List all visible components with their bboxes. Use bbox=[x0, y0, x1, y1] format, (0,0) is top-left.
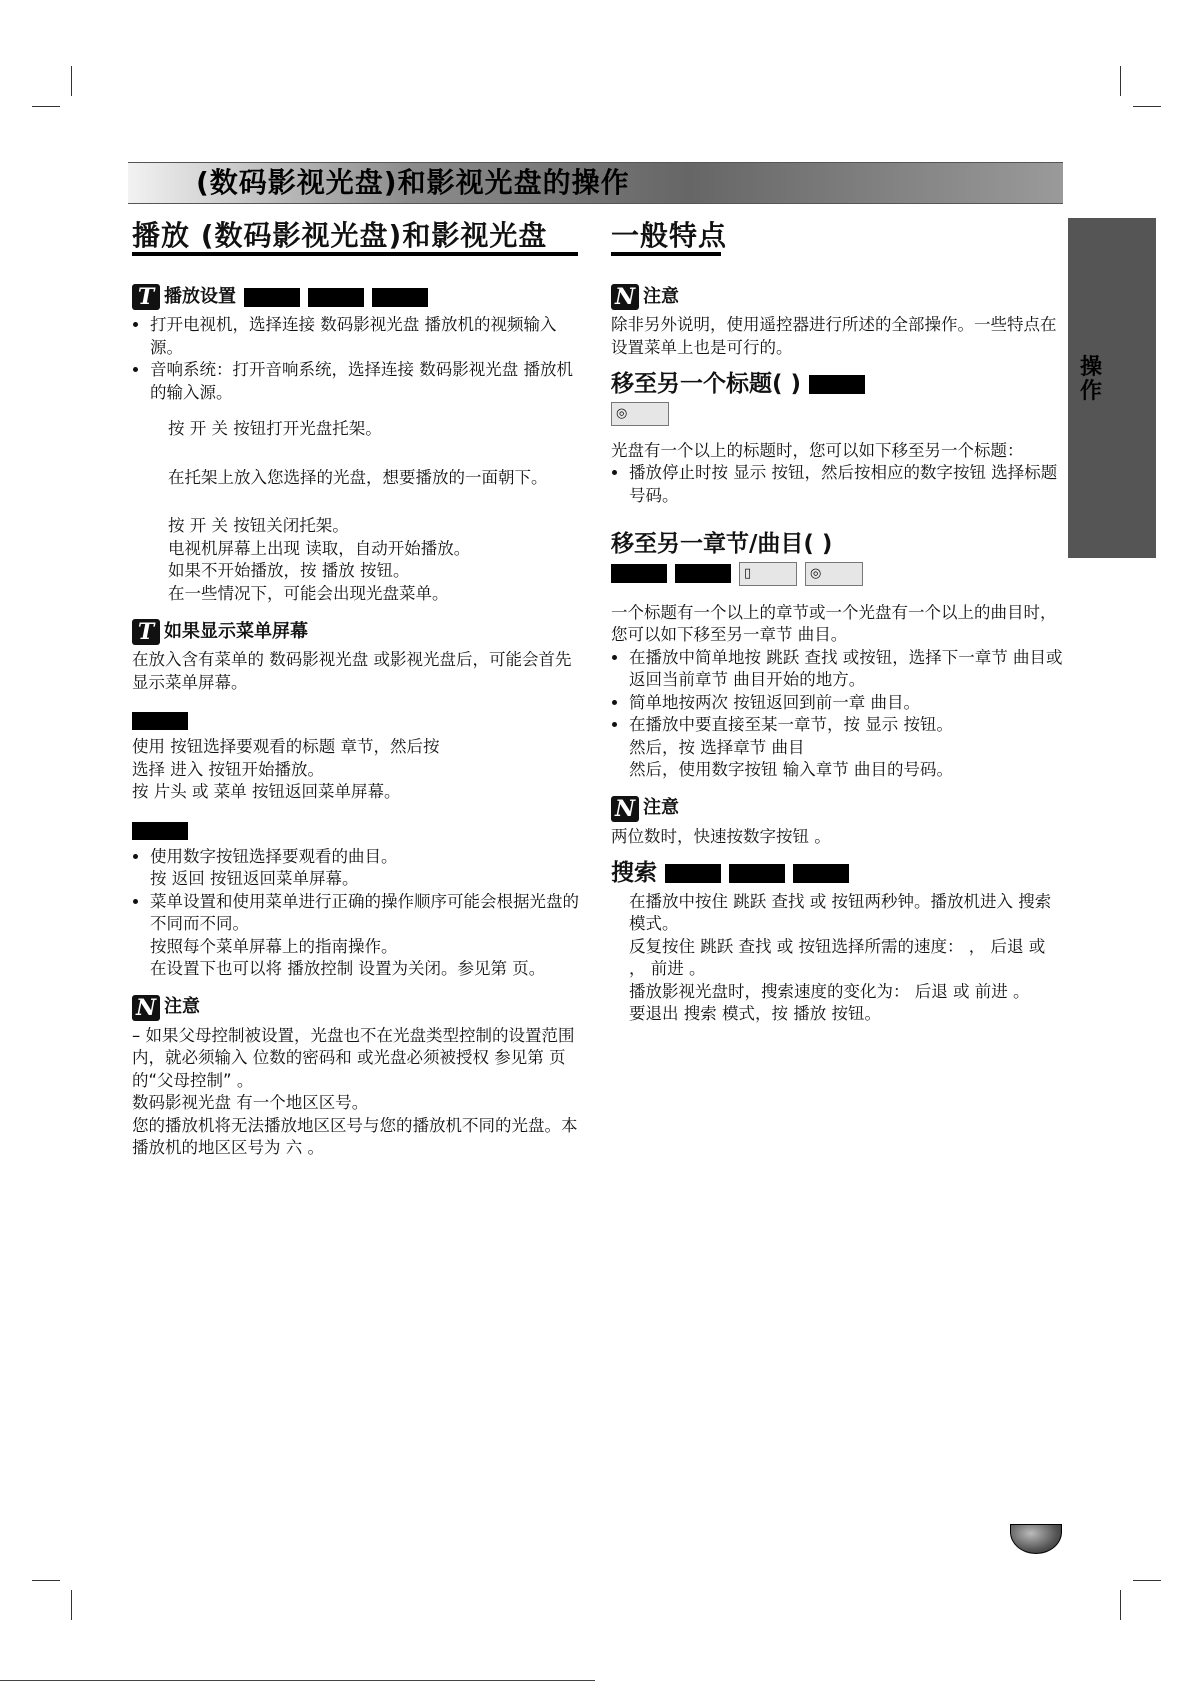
dvd-text: 使用 按钮选择要观看的标题 章节，然后按 bbox=[132, 737, 440, 756]
disc-icon-box: ◎ bbox=[611, 402, 669, 426]
disc-badge bbox=[665, 864, 721, 883]
left-heading-rule bbox=[132, 252, 578, 256]
crop-mark bbox=[32, 1580, 60, 1581]
step-1: 按 开 关 按钮打开光盘托架。 bbox=[168, 419, 382, 438]
chapter-badges bbox=[611, 562, 1063, 586]
disc-badge bbox=[611, 564, 667, 583]
right-column bbox=[611, 284, 1063, 1026]
step-2: 在托架上放入您选择的光盘，想要播放的一面朝下。 bbox=[168, 467, 548, 487]
title-list bbox=[611, 462, 1063, 507]
step-3-text: 如果不开始播放，按 播放 按钮。 bbox=[168, 561, 410, 580]
crop-mark bbox=[1120, 66, 1121, 96]
chapter-text: 一个标题有一个以上的章节或一个光盘有一个以上的曲目时，您可以如下移至另一章节 曲目。 bbox=[611, 602, 1057, 644]
vcd-sub: 按照每个菜单屏幕上的指南操作。 bbox=[150, 936, 398, 956]
chapter-sub: 然后，使用数字按钮 输入章节 曲目的号码。 bbox=[629, 760, 953, 779]
right-heading-rule bbox=[611, 252, 721, 256]
left-heading: 播放 (数码影视光盘)和影视光盘 bbox=[132, 219, 548, 252]
disc-badge bbox=[244, 288, 300, 307]
note-section-title: N 注意 bbox=[611, 796, 1063, 822]
disc-icon-box: ◎ bbox=[805, 562, 863, 586]
left-column bbox=[132, 284, 584, 1160]
list-item: • 简单地按两次 按钮返回到前一章 曲目。 bbox=[629, 692, 1063, 715]
title-heading: 移至另一个标题( ) bbox=[611, 373, 1063, 396]
list-item: • 使用数字按钮选择要观看的曲目。 bbox=[150, 846, 584, 869]
setup-list bbox=[132, 314, 584, 404]
step-3-text: 在一些情况下，可能会出现光盘菜单。 bbox=[168, 583, 449, 603]
page-number-badge bbox=[1010, 1524, 1062, 1554]
crop-mark bbox=[1133, 106, 1161, 107]
note-section-title: N 注意 bbox=[132, 995, 584, 1021]
note-text: 数码影视光盘 有一个地区区号。 bbox=[132, 1093, 369, 1112]
disc-badge bbox=[729, 864, 785, 883]
film-icon-box: ▯ bbox=[739, 562, 797, 586]
chapter-heading: 移至另一章节/曲目( ) bbox=[611, 531, 833, 557]
setup-section-title: T 播放设置 bbox=[132, 284, 584, 310]
search-heading: 搜索 bbox=[611, 862, 1063, 885]
disc-badge bbox=[308, 288, 364, 307]
note-text: 除非另外说明，使用遥控器进行所述的全部操作。一些特点在设置菜单上也是可行的。 bbox=[611, 315, 1057, 357]
list-item: • 菜单设置和使用菜单进行正确的操作顺序可能会根据光盘的不同而不同。 bbox=[150, 891, 584, 936]
note-text: 两位数时，快速按数字按钮 。 bbox=[611, 826, 831, 846]
crop-mark bbox=[1120, 1590, 1121, 1620]
chapter-sub: 然后，按 选择章节 曲目 bbox=[629, 737, 805, 757]
crop-mark bbox=[32, 106, 60, 107]
note-icon: N bbox=[611, 796, 639, 822]
vcd-sub: 按 返回 按钮返回菜单屏幕。 bbox=[150, 869, 359, 888]
vcd-list bbox=[132, 846, 584, 869]
dvd-badge bbox=[132, 712, 188, 730]
menu-text: 在放入含有菜单的 数码影视光盘 或影视光盘后，可能会首先显示菜单屏幕。 bbox=[132, 650, 572, 692]
note-section-title: N 注意 bbox=[611, 284, 1063, 310]
dvd-text: 按 片头 或 菜单 按钮返回菜单屏幕。 bbox=[132, 782, 401, 801]
vcd-sub: 在设置下也可以将 播放控制 设置为关闭。参见第 页。 bbox=[150, 959, 546, 978]
dvd-text: 选择 进入 按钮开始播放。 bbox=[132, 759, 324, 779]
tip-icon: T bbox=[132, 619, 160, 645]
chapter-list bbox=[611, 647, 1063, 737]
menu-section-title: T 如果显示菜单屏幕 bbox=[132, 619, 584, 645]
step-3-text: 电视机屏幕上出现 读取，自动开始播放。 bbox=[168, 538, 471, 558]
list-item: • 在播放中简单地按 跳跃 查找 或按钮，选择下一章节 曲目或返回当前章节 曲目开始的地方。 bbox=[629, 647, 1063, 692]
note-icon: N bbox=[611, 284, 639, 310]
title-text: 光盘有一个以上的标题时，您可以如下移至另一个标题： bbox=[611, 440, 1024, 460]
list-item: • 在播放中要直接至某一章节，按 显示 按钮。 bbox=[629, 714, 1063, 737]
disc-badge bbox=[675, 564, 731, 583]
list-item: • 音响系统：打开音响系统，选择连接 数码影视光盘 播放机的输入源。 bbox=[150, 359, 584, 404]
crop-mark bbox=[71, 66, 72, 96]
disc-badge bbox=[809, 375, 865, 394]
disc-badge bbox=[372, 288, 428, 307]
note-icon: N bbox=[132, 995, 160, 1021]
disc-badge bbox=[793, 864, 849, 883]
side-tab-label: 操作 bbox=[1079, 355, 1102, 404]
step-3: 按 开 关 按钮关闭托架。 bbox=[168, 516, 349, 535]
crop-mark bbox=[71, 1590, 72, 1620]
banner-title: (数码影视光盘)和影视光盘的操作 bbox=[196, 166, 630, 199]
search-step: 播放影视光盘时，搜索速度的变化为： 后退 或 前进 。 bbox=[629, 981, 1030, 1001]
search-step: 要退出 搜索 模式，按 播放 按钮。 bbox=[629, 1004, 881, 1023]
note-text: 您的播放机将无法播放地区区号与您的播放机不同的光盘。本播放机的地区区号为 六 。 bbox=[132, 1115, 578, 1157]
crop-mark bbox=[1133, 1580, 1161, 1581]
note-text: – 如果父母控制被设置，光盘也不在光盘类型控制的设置范围内，就必须输入 位数的密码和 或光盘必须被授权 参见第 页的“父母控制” 。 bbox=[132, 1025, 575, 1090]
footer-rule bbox=[0, 1680, 595, 1681]
search-step: 反复按住 跳跃 查找 或 按钮选择所需的速度： ， 后退 或 ， 前进 。 bbox=[629, 936, 1046, 978]
tip-icon: T bbox=[132, 284, 160, 310]
vcd-badge bbox=[132, 822, 188, 840]
list-item: • 打开电视机，选择连接 数码影视光盘 播放机的视频输入源。 bbox=[150, 314, 584, 359]
right-heading: 一般特点 bbox=[611, 219, 728, 252]
search-step: 在播放中按住 跳跃 查找 或 按钮两秒钟。播放机进入 搜索 模式。 bbox=[629, 891, 1052, 933]
vcd-list-2 bbox=[132, 891, 584, 936]
list-item: • 播放停止时按 显示 按钮，然后按相应的数字按钮 选择标题号码。 bbox=[629, 462, 1063, 507]
